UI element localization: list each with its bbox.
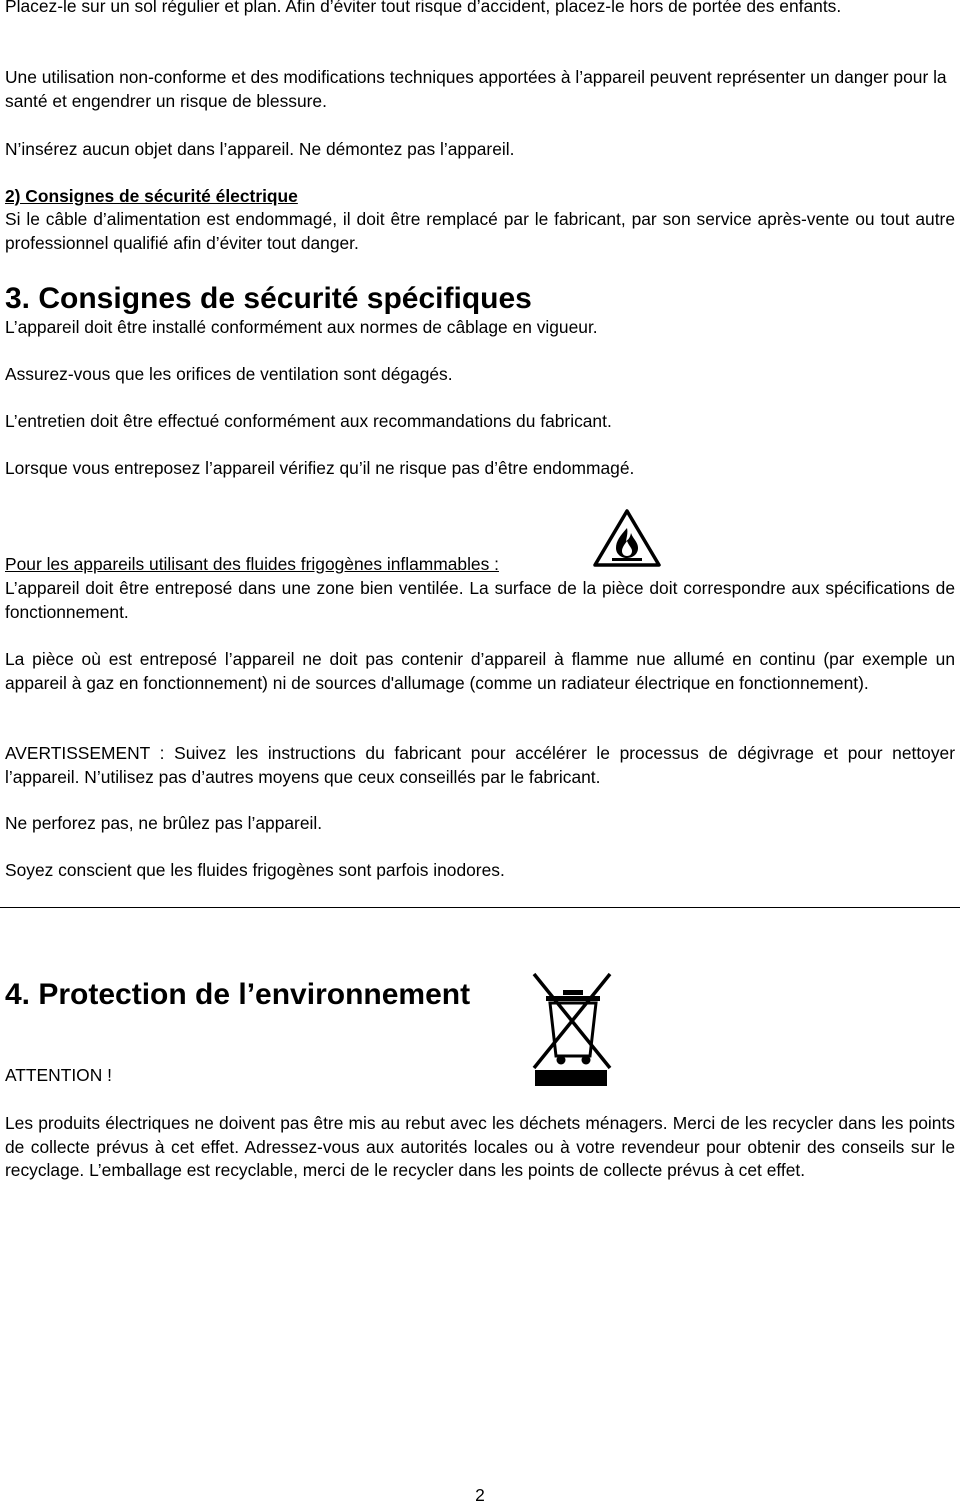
flammable-refrigerant-heading: Pour les appareils utilisant des fluides frigogènes inflammables : — [5, 554, 499, 574]
specific-safety-heading: 3. Consignes de sécurité spécifiques — [5, 282, 532, 315]
specific-safety-paragraph-2: Assurez-vous que les orifices de ventilation sont dégagés. — [5, 364, 453, 384]
flammable-paragraph-1: L’appareil doit être entreposé dans une zone bien ventilée. La surface de la pièce doit correspondre aux spécifications de fonctionnement. — [5, 578, 955, 622]
environment-heading: 4. Protection de l’environnement — [5, 978, 471, 1011]
flammable-paragraph-5: Soyez conscient que les fluides frigogènes sont parfois inodores. — [5, 860, 505, 880]
environment-attention: ATTENTION ! — [5, 1065, 112, 1085]
electrical-safety-text: Si le câble d’alimentation est endommagé, il doit être remplacé par le fabricant, par son service après-vente ou tout autre professionnel qualifié afin d’éviter tout danger. — [5, 209, 955, 253]
flammable-warning-icon — [592, 508, 662, 568]
section-divider — [0, 907, 960, 908]
specific-safety-paragraph-4: Lorsque vous entreposez l’appareil vérifiez qu’il ne risque pas d’être endommagé. — [5, 458, 635, 478]
page-number: 2 — [475, 1485, 485, 1505]
flammable-paragraph-4: Ne perforez pas, ne brûlez pas l’appareil. — [5, 813, 323, 833]
intro-paragraph-2: Une utilisation non-conforme et des modifications techniques apportées à l’appareil peuvent représenter un danger pour la santé et engendrer un risque de blessure. — [5, 67, 947, 111]
electrical-safety-heading: 2) Consignes de sécurité électrique — [5, 186, 298, 206]
specific-safety-paragraph-3: L’entretien doit être effectué conformément aux recommandations du fabricant. — [5, 411, 612, 431]
specific-safety-paragraph-1: L’appareil doit être installé conformément aux normes de câblage en vigueur. — [5, 317, 598, 337]
environment-text: Les produits électriques ne doivent pas être mis au rebut avec les déchets ménagers. Merci de les recycler dans les points de collecte prévus à cet effet. Adressez-vous aux autorités locales ou à votre revendeur pour obtenir des conseils sur le recyclage. L’emballage est recyclable, merci de le recycler dans les points de collecte prévus à cet effet. — [5, 1113, 955, 1180]
flammable-warning-paragraph: AVERTISSEMENT : Suivez les instructions du fabricant pour accélérer le processus de dégivrage et pour nettoyer l’appareil. N’utilisez pas d’autres moyens que ceux conseillés par le fabricant. — [5, 743, 955, 787]
intro-paragraph-1: Placez-le sur un sol régulier et plan. Afin d’éviter tout risque d’accident, placez-le hors de portée des enfants. — [5, 0, 842, 16]
flammable-paragraph-2: La pièce où est entreposé l’appareil ne doit pas contenir d’appareil à flamme nue allumé en continu (par exemple un appareil à gaz en fonctionnement) ni de sources d'allumage (comme un radiateur électrique en fonctionnement). — [5, 649, 955, 693]
intro-paragraph-3: N’insérez aucun objet dans l’appareil. Ne démontez pas l’appareil. — [5, 139, 515, 159]
